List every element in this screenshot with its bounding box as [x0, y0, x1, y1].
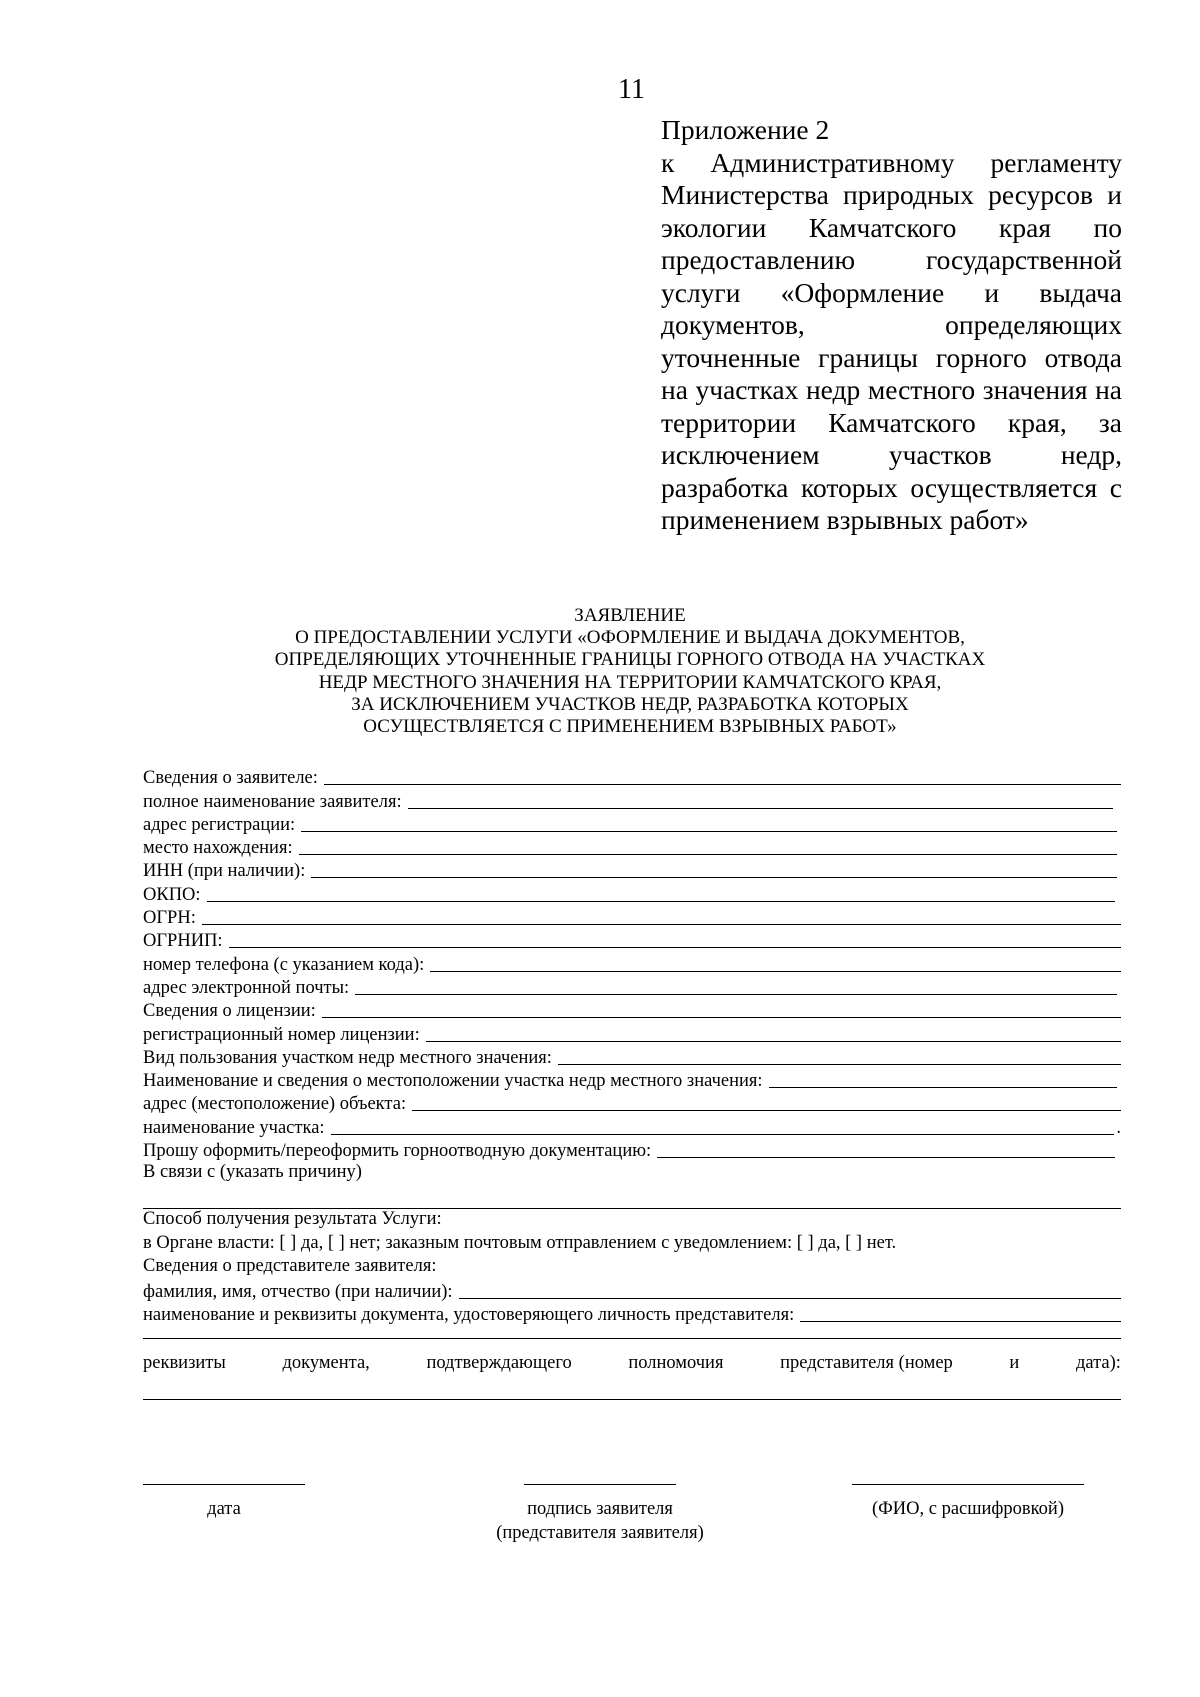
signature-caption: подпись заявителя [527, 1499, 673, 1519]
field-label: ОГРН: [143, 908, 196, 929]
authority-doc-label [143, 1353, 1121, 1376]
fill-line[interactable] [207, 900, 1115, 902]
heading-line: ОСУЩЕСТВЛЯЕТСЯ С ПРИМЕНЕНИЕМ ВЗРЫВНЫХ РАБОТ» [363, 716, 897, 738]
receipt-options[interactable]: в Органе власти: [ ] да, [ ] нет; заказным почтовым отправлением с уведомлением: [ ] да, [ ] нет. [143, 1232, 897, 1253]
field-label: наименование участка: [143, 1117, 325, 1138]
fill-line[interactable] [657, 1156, 1115, 1158]
field-ogrn [143, 906, 1121, 929]
field-email [143, 976, 1121, 999]
authority-word: представителя (номер [780, 1352, 953, 1373]
field-label: ОКПО: [143, 884, 201, 905]
field-label: ОГРНИП: [143, 931, 223, 952]
authority-word: подтверждающего [426, 1352, 572, 1373]
field-label: адрес регистрации: [143, 814, 296, 835]
field-object-address [143, 1092, 1121, 1115]
field-reason-label: В связи с (указать причину) [143, 1162, 362, 1183]
field-usage-type [143, 1046, 1121, 1069]
field-reg-address [143, 813, 1121, 836]
signature-applicant [480, 1484, 720, 1545]
field-site-name-location [143, 1069, 1121, 1092]
field-license-info [143, 999, 1121, 1022]
field-request [143, 1139, 1121, 1162]
fill-line[interactable] [202, 923, 1121, 925]
period-mark: . [1116, 1117, 1121, 1138]
field-rep-id-doc [143, 1303, 1121, 1326]
fill-line[interactable] [331, 1133, 1115, 1135]
signature-fio [852, 1484, 1084, 1521]
heading-line: НЕДР МЕСТНОГО ЗНАЧЕНИЯ НА ТЕРРИТОРИИ КАМЧАТСКОГО КРАЯ, [318, 671, 942, 693]
reason-fill-line[interactable] [143, 1185, 1121, 1209]
fill-line[interactable] [324, 783, 1121, 785]
heading-line: ЗА ИСКЛЮЧЕНИЕМ УЧАСТКОВ НЕДР, РАЗРАБОТКА КОТОРЫХ [351, 693, 909, 715]
signature-line[interactable] [524, 1484, 676, 1485]
heading-line: О ПРЕДОСТАВЛЕНИИ УСЛУГИ «ОФОРМЛЕНИЕ И ВЫДАЧА ДОКУМЕНТОВ, [295, 627, 965, 649]
fill-line[interactable] [459, 1297, 1121, 1299]
fill-line[interactable] [426, 1040, 1121, 1042]
field-license-number [143, 1022, 1121, 1045]
authority-word: и [1009, 1352, 1020, 1373]
appendix-title: Приложение 2 [661, 114, 830, 145]
document-heading [130, 605, 1130, 738]
field-full-name [143, 789, 1121, 812]
heading-line: ЗАЯВЛЕНИЕ [574, 605, 686, 626]
field-location [143, 836, 1121, 859]
field-site-name [143, 1115, 1121, 1138]
application-form [143, 766, 1121, 1400]
fill-line[interactable] [412, 1109, 1121, 1111]
signature-date [143, 1484, 305, 1521]
field-rep-fio [143, 1279, 1121, 1302]
page-number: 11 [618, 74, 645, 105]
fill-line[interactable] [311, 876, 1117, 878]
field-inn [143, 859, 1121, 882]
authority-word: реквизиты [143, 1352, 226, 1373]
rep-id-doc-fill-line[interactable] [143, 1326, 1121, 1339]
signature-caption: дата [207, 1499, 241, 1519]
field-label: Сведения о лицензии: [143, 1001, 316, 1022]
field-label: место нахождения: [143, 838, 293, 859]
authority-word: полномочия [628, 1352, 724, 1373]
appendix-block [661, 114, 1122, 537]
field-label: фамилия, имя, отчество (при наличии): [143, 1281, 453, 1302]
field-label: ИНН (при наличии): [143, 861, 306, 882]
fill-line[interactable] [355, 993, 1117, 995]
field-label: Наименование и сведения о местоположении участка недр местного значения: [143, 1071, 763, 1092]
field-label: Сведения о заявителе: [143, 768, 318, 789]
rep-info-label: Сведения о представителе заявителя: [143, 1255, 437, 1276]
field-label: номер телефона (с указанием кода): [143, 954, 425, 975]
field-label: полное наименование заявителя: [143, 791, 402, 812]
field-label: Вид пользования участком недр местного значения: [143, 1047, 552, 1068]
fill-line[interactable] [322, 1016, 1121, 1018]
fill-line[interactable] [800, 1320, 1121, 1322]
fill-line[interactable] [408, 807, 1113, 809]
signature-line[interactable] [143, 1484, 305, 1485]
appendix-text: к Административному регламенту Министерства природных ресурсов и экологии Камчатского края по предоставлению государственной услуги «Оформление и выдача документов, определяющих уточненные границы горного отвода на участках недр местного значения на территории Камчатского края, за исключением участков недр, разработка которых осуществляется с применением взрывных работ» [661, 146, 1122, 535]
fill-line[interactable] [299, 853, 1117, 855]
field-ogrnip [143, 929, 1121, 952]
fill-line[interactable] [769, 1086, 1117, 1088]
field-label: Прошу оформить/переоформить горноотводную документацию: [143, 1141, 652, 1162]
receipt-method-label: Способ получения результата Услуги: [143, 1209, 442, 1230]
authority-word: дата): [1075, 1352, 1121, 1373]
field-label: адрес электронной почты: [143, 977, 350, 998]
signature-caption: (ФИО, с расшифровкой) [872, 1499, 1064, 1519]
fill-line[interactable] [229, 946, 1121, 948]
fill-line[interactable] [558, 1063, 1121, 1065]
fill-line[interactable] [301, 830, 1117, 832]
field-applicant-info [143, 766, 1121, 789]
authority-fill-line[interactable] [143, 1376, 1121, 1400]
signature-subcaption: (представителя заявителя) [496, 1523, 704, 1543]
field-phone [143, 952, 1121, 975]
heading-line: ОПРЕДЕЛЯЮЩИХ УТОЧНЕННЫЕ ГРАНИЦЫ ГОРНОГО ОТВОДА НА УЧАСТКАХ [274, 649, 986, 671]
fill-line[interactable] [430, 970, 1121, 972]
field-label: регистрационный номер лицензии: [143, 1024, 420, 1045]
field-label: наименование и реквизиты документа, удостоверяющего личность представителя: [143, 1304, 795, 1325]
signature-line[interactable] [852, 1484, 1084, 1485]
field-label: адрес (местоположение) объекта: [143, 1094, 407, 1115]
authority-word: документа, [282, 1352, 370, 1373]
field-okpo [143, 882, 1121, 905]
